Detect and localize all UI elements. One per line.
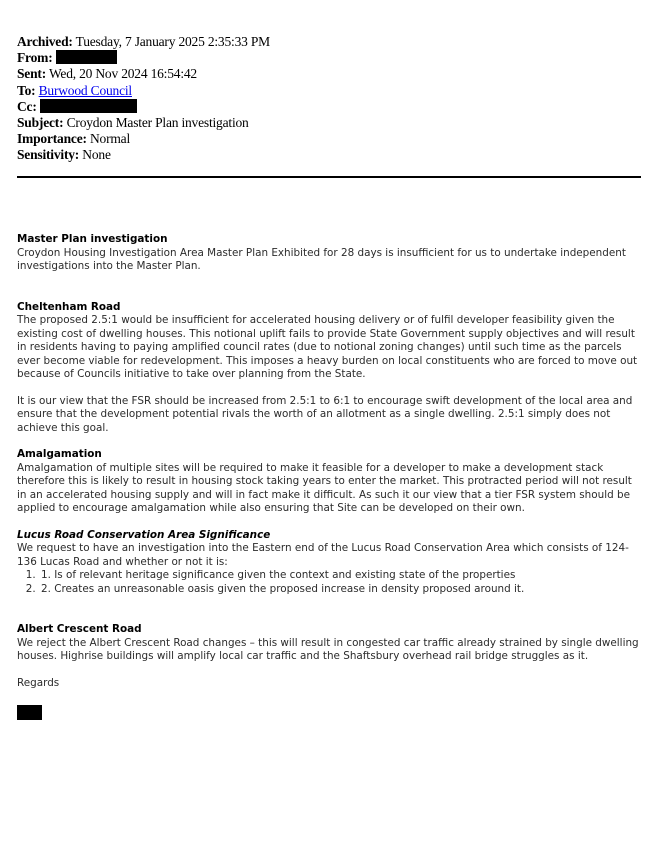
closing-regards: Regards	[17, 676, 60, 689]
from-row	[17, 50, 637, 66]
section-text-cheltenham-2: It is our view that the FSR should be increased from 2.5:1 to 6:1 to encourage swift development of the local area and ensure that the development potential rivals the worth of an allotment as a single dwelling. 2.5:1 simply does not achieve this goal.	[17, 394, 633, 434]
from-redaction	[56, 50, 117, 64]
section-text-master-plan: Croydon Housing Investigation Area Master Plan Exhibited for 28 days is insufficient for us to undertake independent investigations into the Master Plan.	[17, 246, 626, 272]
section-title-cheltenham: Cheltenham Road	[17, 300, 121, 313]
sent-row	[17, 66, 637, 82]
sensitivity-label: Sensitivity:	[17, 147, 80, 163]
sent-label: Sent:	[17, 66, 46, 82]
from-label: From:	[17, 50, 53, 66]
header-divider	[17, 176, 641, 178]
section-title-master-plan: Master Plan investigation	[17, 233, 168, 245]
section-text-cheltenham-1: The proposed 2.5:1 would be insufficient for accelerated housing delivery or of fulfil developer feasibility given the existing cost of dwelling houses. This notional uplift fails to provide State Government supply objectives and will result in residents having to paying amplified council rates (due to notional zoning changes) until such time as the parcels ever become viable for redevelopment. This imposes a heavy burden on local constituents who are forced to move out because of Councils initiative to take over planning from the State.	[17, 314, 638, 380]
to-recipient-link[interactable]: Burwood Council	[38, 82, 132, 98]
lucus-list	[17, 569, 641, 596]
email-header	[17, 34, 637, 164]
sensitivity-row	[17, 147, 637, 163]
archived-row	[17, 34, 637, 50]
section-text-lucus: We request to have an investigation into the Eastern end of the Lucus Road Conservation Area which consists of 124-136 Lucas Road and whether or not it is:	[17, 542, 629, 568]
archived-value: Tuesday, 7 January 2025 2:35:33 PM	[75, 34, 270, 49]
email-body	[17, 233, 641, 690]
subject-value: Croydon Master Plan investigation	[66, 115, 249, 131]
archived-label: Archived:	[17, 34, 73, 49]
section-title-lucus: Lucus Road Conservation Area Significance	[17, 528, 271, 541]
subject-label: Subject:	[17, 115, 64, 131]
subject-row	[17, 115, 637, 131]
to-label: To:	[17, 82, 36, 98]
list-item: 1. 1. Is of relevant heritage significance given the context and existing state of the properties	[39, 569, 641, 583]
cc-label: Cc:	[17, 98, 37, 114]
section-text-albert: We reject the Albert Crescent Road changes – this will result in congested car traffic already strained by single dwelling houses. Highrise buildings will amplify local car traffic and the Shaftsbury overhead rail bridge struggles as it.	[17, 636, 639, 662]
importance-label: Importance:	[17, 131, 87, 147]
cc-row	[17, 99, 637, 115]
sent-value: Wed, 20 Nov 2024 16:54:42	[48, 66, 197, 82]
section-text-amalgamation: Amalgamation of multiple sites will be required to make it feasible for a developer to make a development stack therefore this is likely to result in housing stock taking years to enter the market. This protracted period will not result in an accelerated housing supply and will in fact make it difficult. As such it our view that a tier FSR system should be applied to encourage amalgamation while also ensuring that Site can be developed on their own.	[17, 461, 632, 514]
importance-value: Normal	[89, 131, 131, 147]
sensitivity-value: None	[82, 147, 111, 163]
to-row	[17, 83, 637, 99]
list-item: 2. 2. Creates an unreasonable oasis given the proposed increase in density proposed around it.	[39, 583, 641, 597]
section-title-albert: Albert Crescent Road	[17, 623, 142, 635]
importance-row	[17, 131, 637, 147]
signature-redaction	[17, 705, 42, 720]
cc-redaction	[40, 99, 137, 113]
section-title-amalgamation: Amalgamation	[17, 448, 102, 460]
